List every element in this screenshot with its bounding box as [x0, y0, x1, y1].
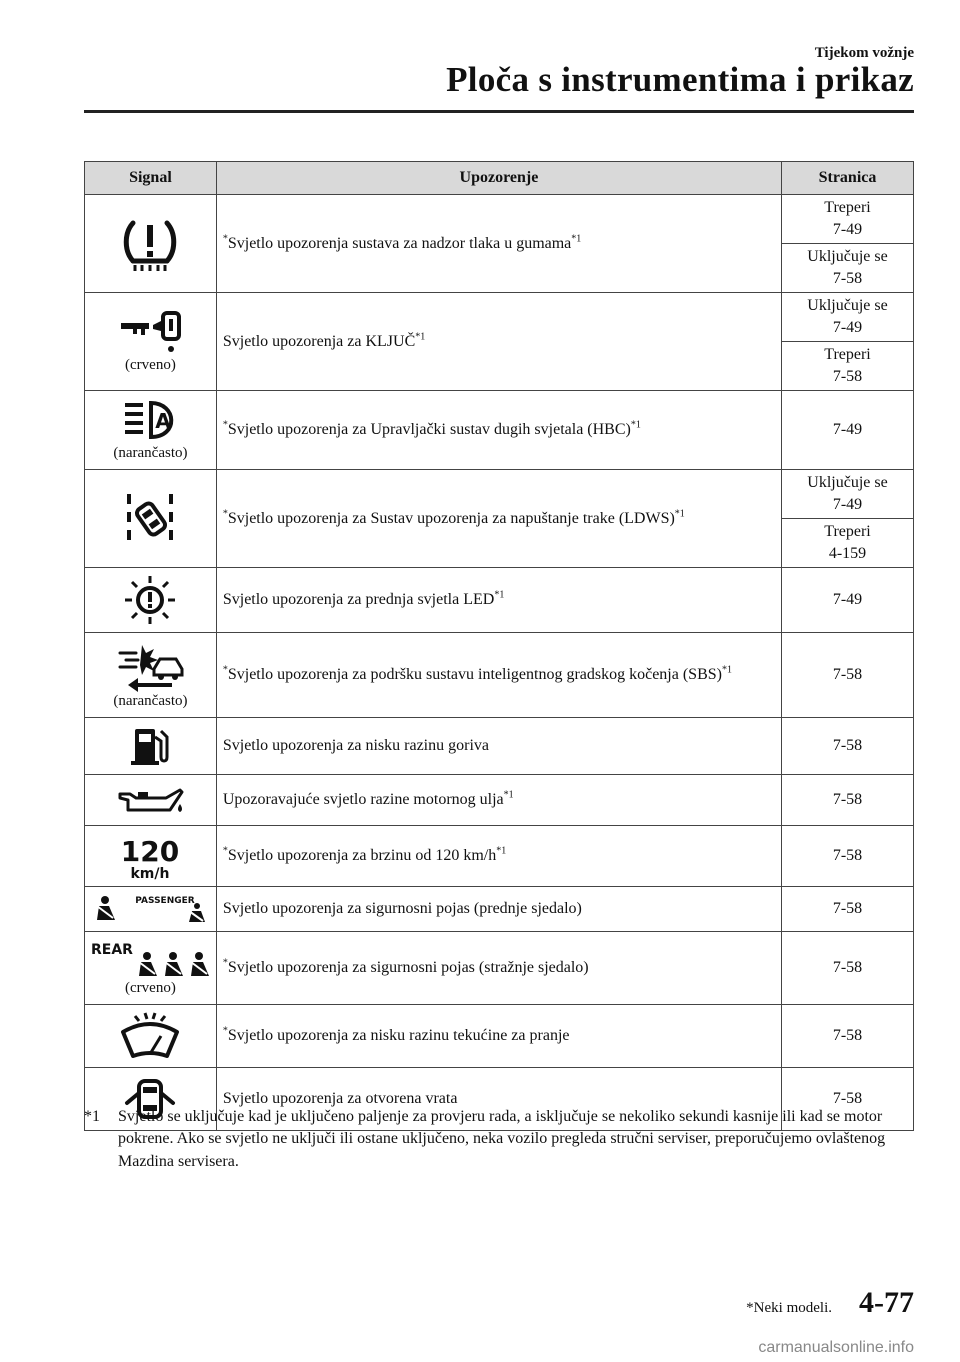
engine-oil-icon [85, 780, 216, 820]
page-ref-cell: Uključuje se 7-58 [781, 244, 913, 293]
table-body [85, 195, 914, 1131]
some-models-mark: * [222, 664, 228, 676]
signal-cell [85, 293, 217, 391]
smart-city-brake-icon [85, 641, 216, 693]
footnote-ref: *1 [415, 331, 426, 343]
warning-cell [216, 633, 781, 718]
signal-cell [85, 1005, 217, 1068]
rear-label: REAR [91, 941, 134, 958]
svg-text:A: A [155, 408, 172, 433]
some-models-mark: * [222, 845, 228, 857]
warning-text: Svjetlo upozorenja za KLJUČ [222, 332, 416, 350]
signal-cell [85, 633, 217, 718]
page-ref-cell: 7-58 [781, 826, 913, 887]
page-ref-cell: Uključuje se 7-49 [781, 293, 913, 342]
warning-cell [216, 775, 781, 826]
header-rule [84, 110, 914, 113]
footnote-ref: *1 [571, 233, 582, 245]
table-header-row [85, 162, 914, 195]
key-warning-icon [85, 309, 216, 357]
signal-cell [85, 470, 217, 568]
table-row [85, 1005, 914, 1068]
table-row [85, 775, 914, 826]
signal-cell [85, 887, 217, 932]
warning-text: Svjetlo upozorenja za nisku razinu goriva [222, 737, 489, 755]
page-ref-cell: 7-58 [781, 1005, 913, 1068]
seatbelt-rear-icon [85, 940, 216, 980]
warning-cell [216, 470, 781, 568]
page-ref-cell: 7-58 [781, 633, 913, 718]
speed-unit: km/h [130, 866, 170, 881]
signal-cell [85, 775, 217, 826]
warning-cell [216, 826, 781, 887]
tire-pressure-warning-icon [85, 209, 216, 279]
page-ref-cell: Treperi 4-159 [781, 519, 913, 568]
warning-cell [216, 932, 781, 1005]
warning-cell [216, 195, 781, 293]
warning-text: Svjetlo upozorenja za Upravljački sustav dugih svjetala (HBC) [227, 421, 631, 439]
footnote-text: Svjetlo se uključuje kad je uključeno paljenje za provjeru rada, a isključuje se nekoliko sekundi kasnije ili kad se motor pokrene. Ako se svjetlo ne uključi ili ostane uključeno, neka vozilo pregleda stručni serviser, preporučujemo ovlaštenog Mazdina servisera. [118, 1108, 886, 1170]
page-ref-cell: Treperi 7-49 [781, 195, 913, 244]
table-row [85, 293, 914, 342]
header-page: Stranica [781, 162, 913, 195]
warning-cell [216, 718, 781, 775]
footnote-ref: *1 [496, 845, 507, 857]
warning-text: Svjetlo upozorenja za sigurnosni pojas (stražnje sjedalo) [227, 959, 589, 977]
signal-color-note: (crveno) [125, 979, 176, 996]
warning-text: Svjetlo upozorenja za podršku sustavu inteligentnog gradskog kočenja (SBS) [227, 666, 722, 684]
some-models-mark: * [222, 233, 228, 245]
signal-cell [85, 932, 217, 1005]
footnote [84, 1106, 914, 1173]
watermark: carmanualsonline.info [758, 1339, 914, 1356]
some-models-mark: * [222, 957, 228, 969]
passenger-label: PASSENGER [135, 896, 196, 906]
warning-text: Svjetlo upozorenja za Sustav upozorenja za napuštanje trake (LDWS) [227, 509, 675, 527]
table-row [85, 633, 914, 718]
page-ref-cell: 7-58 [781, 932, 913, 1005]
header-signal: Signal [85, 162, 217, 195]
page-ref-cell: Uključuje se 7-49 [781, 470, 913, 519]
signal-cell [85, 718, 217, 775]
signal-cell [85, 568, 217, 633]
footnote-ref: *1 [630, 419, 641, 431]
led-headlight-warning-icon [85, 573, 216, 627]
signal-color-note: (crveno) [125, 357, 176, 373]
some-models-note: *Neki modeli. [746, 1300, 832, 1316]
footnote-ref: *1 [503, 789, 514, 801]
footnote-mark: *1 [84, 1108, 100, 1125]
page-ref-cell: 7-49 [781, 391, 913, 470]
speed-120-icon [85, 831, 216, 881]
table-row [85, 391, 914, 470]
signal-color-note: (narančasto) [113, 444, 188, 461]
signal-cell [85, 391, 217, 470]
warning-text: Svjetlo upozorenja za brzinu od 120 km/h [227, 847, 497, 865]
signal-cell [85, 826, 217, 887]
table-row [85, 887, 914, 932]
page-ref-cell: 7-58 [781, 775, 913, 826]
seatbelt-front-icon [85, 892, 216, 926]
high-beam-control-icon [85, 399, 216, 445]
warning-cell [216, 568, 781, 633]
warning-text: Svjetlo upozorenja za prednja svjetla LED [222, 591, 495, 609]
some-models-mark: * [222, 1025, 228, 1037]
table-row [85, 195, 914, 244]
signal-table [84, 161, 914, 1131]
table-row [85, 568, 914, 633]
warning-text: Svjetlo upozorenja sustava za nadzor tlaka u gumama [227, 234, 572, 252]
header-warning: Upozorenje [216, 162, 781, 195]
footnote-ref: *1 [674, 508, 685, 520]
some-models-mark: * [222, 419, 228, 431]
signal-cell [85, 195, 217, 293]
section-label: Tijekom vožnje [814, 45, 914, 61]
warning-text: Svjetlo upozorenja za nisku razinu tekućine za pranje [227, 1027, 570, 1045]
signal-color-note: (narančasto) [113, 692, 188, 709]
warning-cell [216, 293, 781, 391]
warning-cell [216, 887, 781, 932]
page-number: 4-77 [859, 1286, 914, 1319]
table-row [85, 718, 914, 775]
footnote-ref: *1 [721, 664, 732, 676]
some-models-mark: * [222, 508, 228, 520]
page-ref-cell: Treperi 7-58 [781, 342, 913, 391]
table-row [85, 826, 914, 887]
page-title: Ploča s instrumentima i prikaz [446, 60, 914, 99]
table-row [85, 470, 914, 519]
page-ref-cell: 7-58 [781, 1068, 913, 1131]
fuel-level-icon [85, 723, 216, 769]
washer-fluid-icon [85, 1010, 216, 1062]
warning-text: Svjetlo upozorenja za sigurnosni pojas (prednje sjedalo) [222, 900, 582, 918]
page-ref-cell: 7-49 [781, 568, 913, 633]
lane-departure-icon [85, 484, 216, 554]
speed-number: 120 [121, 835, 180, 868]
warning-text: Upozoravajuće svjetlo razine motornog ulja [222, 791, 504, 809]
table-row [85, 932, 914, 1005]
warning-cell [216, 391, 781, 470]
warning-text: Svjetlo upozorenja za otvorena vrata [222, 1090, 458, 1108]
footnote-ref: *1 [494, 589, 505, 601]
page-ref-cell: 7-58 [781, 718, 913, 775]
page-ref-cell: 7-58 [781, 887, 913, 932]
warning-cell [216, 1005, 781, 1068]
